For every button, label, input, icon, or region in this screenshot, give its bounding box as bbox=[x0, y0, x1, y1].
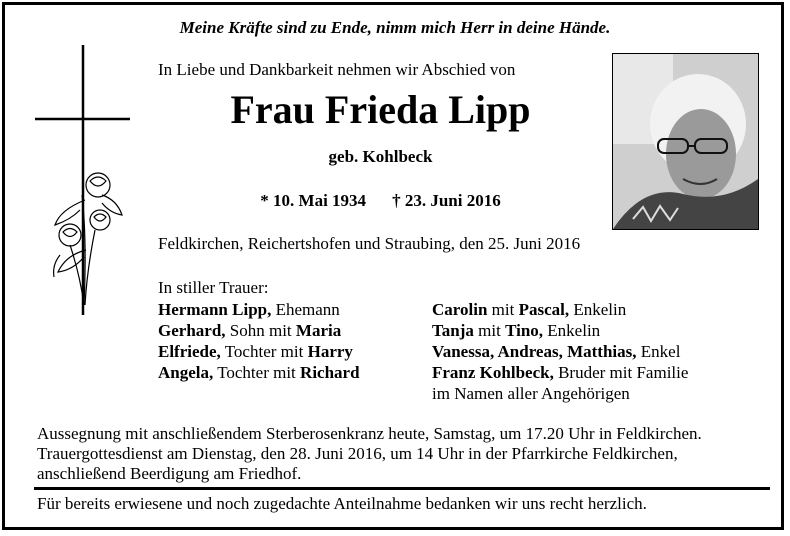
service-line: Trauergottesdienst am Dienstag, den 28. Juni 2016, um 14 Uhr in der Pfarrkirche Feldkirchen, bbox=[37, 444, 678, 463]
mourner-name: Franz Kohlbeck, bbox=[432, 363, 554, 382]
mourner-relation: Enkelin bbox=[569, 300, 627, 319]
divider bbox=[34, 487, 770, 490]
place-date: Feldkirchen, Reichertshofen und Straubing, den 25. Juni 2016 bbox=[158, 234, 581, 253]
mourner-relation: Enkelin bbox=[543, 321, 601, 340]
mourner-partner: Pascal, bbox=[518, 300, 570, 319]
mourner-connector: mit bbox=[487, 300, 519, 319]
mourner-partner: Richard bbox=[300, 363, 360, 382]
mourner-row bbox=[432, 299, 688, 320]
mourner-name: Carolin bbox=[432, 300, 488, 319]
maiden-name: geb. Kohlbeck bbox=[328, 147, 433, 166]
service-line: Aussegnung mit anschließendem Sterberosenkranz heute, Samstag, um 17.20 Uhr in Feldkirchen. bbox=[37, 424, 702, 443]
portrait-photo-drawing bbox=[613, 54, 758, 229]
motto: Meine Kräfte sind zu Ende, nimm mich Herr in deine Hände. bbox=[179, 18, 611, 37]
mourners-right bbox=[432, 299, 688, 404]
mourner-name: Vanessa, Andreas, Matthias, bbox=[432, 342, 637, 361]
mourner-relation: Tochter mit bbox=[213, 363, 301, 382]
mourner-relation: Enkel bbox=[636, 342, 681, 361]
mourner-relation: Sohn mit bbox=[225, 321, 296, 340]
mourner-relation: Ehemann bbox=[271, 300, 340, 319]
mourner-row bbox=[432, 362, 688, 383]
cross-with-roses-icon bbox=[30, 45, 135, 315]
mourner-partner: Tino, bbox=[505, 321, 544, 340]
mourner-row bbox=[432, 320, 688, 341]
mourner-relation: Bruder mit Familie bbox=[553, 363, 689, 382]
mourner-name: Elfriede, bbox=[158, 342, 221, 361]
mourner-name: Angela, bbox=[158, 363, 214, 382]
mourner-name: Hermann Lipp, bbox=[158, 300, 272, 319]
life-dates bbox=[158, 191, 603, 211]
mourner-partner: Harry bbox=[307, 342, 353, 361]
mourner-relation: im Namen aller Angehörigen bbox=[432, 384, 630, 403]
mourner-row bbox=[432, 341, 688, 362]
service-line: anschließend Beerdigung am Friedhof. bbox=[37, 464, 302, 483]
mourning-title: In stiller Trauer: bbox=[158, 278, 269, 297]
mourner-name: Gerhard, bbox=[158, 321, 226, 340]
deceased-name: Frau Frieda Lipp bbox=[230, 87, 531, 132]
death-date: † 23. Juni 2016 bbox=[392, 191, 501, 210]
birth-date: * 10. Mai 1934 bbox=[260, 191, 367, 210]
intro-text: In Liebe und Dankbarkeit nehmen wir Abschied von bbox=[158, 60, 516, 79]
mourner-partner: Maria bbox=[295, 321, 342, 340]
mourner-row bbox=[158, 362, 360, 383]
mourner-relation: Tochter mit bbox=[220, 342, 308, 361]
mourner-connector: mit bbox=[473, 321, 506, 340]
mourner-row bbox=[158, 341, 360, 362]
service-info bbox=[37, 424, 702, 484]
mourners-left bbox=[158, 299, 360, 383]
mourner-row bbox=[432, 383, 688, 404]
thanks-text: Für bereits erwiesene und noch zugedachte Anteilnahme bedanken wir uns recht herzlich. bbox=[37, 494, 647, 513]
portrait-photo bbox=[612, 53, 759, 230]
mourner-row bbox=[158, 299, 360, 320]
mourner-name: Tanja bbox=[432, 321, 474, 340]
mourner-row bbox=[158, 320, 360, 341]
